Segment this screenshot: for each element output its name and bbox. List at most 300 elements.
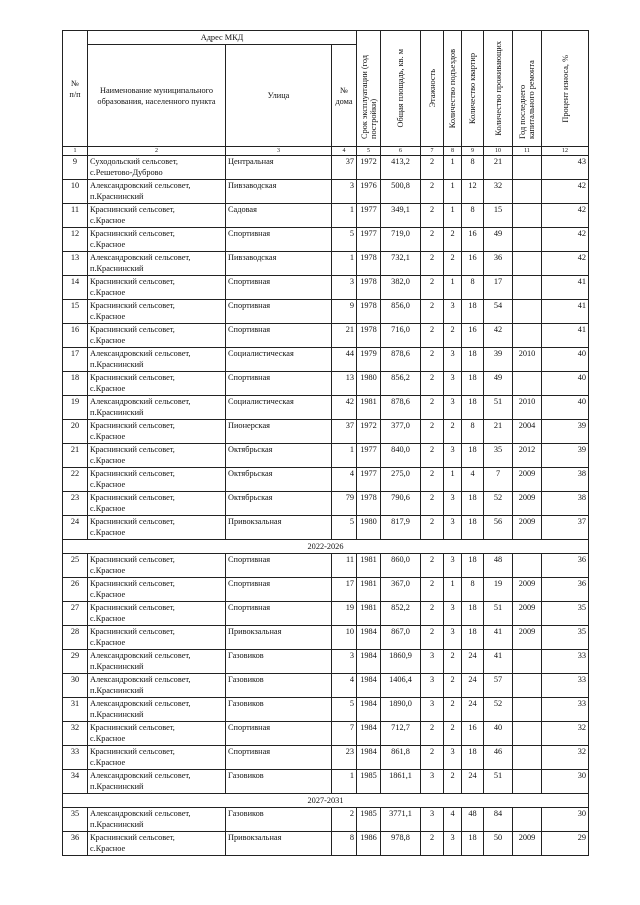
table-cell: 32 [63,722,88,746]
table-cell: 1 [332,204,357,228]
table-cell: 712,7 [381,722,421,746]
table-cell: Александровский сельсовет, п.Краснинский [88,348,226,372]
table-cell: 16 [462,722,484,746]
table-cell: 1980 [357,516,381,540]
column-number: 6 [381,147,421,156]
table-cell: Октябрьская [226,468,332,492]
table-cell: 2 [421,746,444,770]
table-cell: 1985 [357,808,381,832]
table-cell: 16 [462,228,484,252]
table-cell: 18 [462,372,484,396]
table-row [63,722,589,746]
table-cell: 732,1 [381,252,421,276]
table-cell [513,650,542,674]
table-cell: Краснинский сельсовет, с.Красное [88,602,226,626]
table-cell: 42 [542,180,589,204]
table-cell: 1979 [357,348,381,372]
table-cell: 1406,4 [381,674,421,698]
table-cell: 275,0 [381,468,421,492]
table-cell: 41 [484,626,513,650]
table-row [63,228,589,252]
header-municipality: Наименование муниципального образования, населенного пункта [88,45,226,147]
table-cell: 1860,9 [381,650,421,674]
table-row [63,602,589,626]
header-house-number: № дома [332,45,357,147]
table-cell: 1 [444,578,462,602]
table-cell: Краснинский сельсовет, с.Красное [88,300,226,324]
table-cell: 867,0 [381,626,421,650]
table-cell: 3 [444,832,462,856]
table-cell: 48 [462,808,484,832]
column-number: 3 [226,147,332,156]
table-cell: 2 [444,722,462,746]
table-cell: 52 [484,492,513,516]
table-cell [513,204,542,228]
table-cell: 42 [332,396,357,420]
table-cell: 38 [542,468,589,492]
table-cell: 3 [444,348,462,372]
table-cell: 790,6 [381,492,421,516]
table-cell: 44 [332,348,357,372]
table-row [63,650,589,674]
table-cell: 500,8 [381,180,421,204]
table-cell [513,180,542,204]
column-number: 10 [484,147,513,156]
table-cell: Спортивная [226,602,332,626]
header-address-group: Адрес МКД [88,31,357,45]
table-cell: 42 [484,324,513,348]
table-cell: 42 [542,204,589,228]
table-cell: Центральная [226,156,332,180]
table-cell: 3 [444,372,462,396]
table-cell: Александровский сельсовет, п.Краснинский [88,674,226,698]
table-cell: 16 [462,252,484,276]
table-cell: 1978 [357,252,381,276]
table-cell: 852,2 [381,602,421,626]
table-cell: 1984 [357,722,381,746]
table-cell: 27 [63,602,88,626]
table-cell: 2 [421,516,444,540]
table-cell [513,228,542,252]
table-cell: 9 [63,156,88,180]
table-cell: Пионерская [226,420,332,444]
column-numbers-row [63,147,589,156]
table-cell: 3 [444,626,462,650]
table-cell: 4 [332,674,357,698]
table-cell: 21 [63,444,88,468]
table-cell: 1984 [357,746,381,770]
table-cell: 54 [484,300,513,324]
table-cell: 377,0 [381,420,421,444]
table-cell: 50 [484,832,513,856]
table-cell: 42 [542,252,589,276]
table-cell: Александровский сельсовет, п.Краснинский [88,180,226,204]
table-cell [513,674,542,698]
table-cell: 10 [63,180,88,204]
table-cell: Александровский сельсовет, п.Краснинский [88,808,226,832]
table-cell: 21 [332,324,357,348]
table-cell: 16 [63,324,88,348]
table-cell: 2 [421,722,444,746]
table-cell: Спортивная [226,276,332,300]
table-row [63,832,589,856]
table-cell: 17 [332,578,357,602]
table-cell: Привокзальная [226,832,332,856]
table-cell: Спортивная [226,578,332,602]
table-cell: 12 [63,228,88,252]
table-cell: 2004 [513,420,542,444]
table-cell: 1978 [357,324,381,348]
table-cell: Александровский сельсовет, п.Краснинский [88,396,226,420]
table-cell: 1977 [357,204,381,228]
table-cell: 1981 [357,602,381,626]
header-entrances: Количество подъездов [444,31,462,147]
period-section-row [63,540,589,554]
table-row [63,396,589,420]
table-row [63,746,589,770]
table-row [63,300,589,324]
table-row [63,698,589,722]
table-cell: 1890,0 [381,698,421,722]
table-cell: 29 [542,832,589,856]
table-cell: Привокзальная [226,516,332,540]
table-row [63,770,589,794]
table-cell: 1972 [357,420,381,444]
table-cell: Социалистическая [226,348,332,372]
table-cell: Спортивная [226,300,332,324]
table-cell [513,300,542,324]
table-cell: 2 [421,626,444,650]
table-cell: 3 [421,808,444,832]
table-cell: 716,0 [381,324,421,348]
period-label: 2027-2031 [63,794,589,808]
table-cell: 3 [444,554,462,578]
table-cell: 2 [444,650,462,674]
table-cell: 16 [462,324,484,348]
housing-stock-table [62,30,589,856]
table-cell: 1978 [357,492,381,516]
table-cell: 2 [421,180,444,204]
table-cell: Краснинский сельсовет, с.Красное [88,276,226,300]
table-cell: 9 [332,300,357,324]
table-cell: 32 [542,722,589,746]
table-row [63,204,589,228]
table-cell: 29 [63,650,88,674]
table-cell: 32 [542,746,589,770]
table-cell: 2 [421,578,444,602]
table-cell: 23 [63,492,88,516]
table-cell: 51 [484,396,513,420]
table-cell: 15 [63,300,88,324]
table-cell [513,698,542,722]
table-cell: Краснинский сельсовет, с.Красное [88,722,226,746]
table-cell: 2009 [513,602,542,626]
table-cell: 19 [63,396,88,420]
table-cell: 22 [63,468,88,492]
table-cell: Газовиков [226,770,332,794]
table-cell: Краснинский сельсовет, с.Красное [88,228,226,252]
table-cell: 4 [462,468,484,492]
table-row [63,626,589,650]
table-cell: 1 [444,468,462,492]
table-cell: 856,2 [381,372,421,396]
table-cell: 30 [542,770,589,794]
table-cell: 1984 [357,698,381,722]
table-cell: 1981 [357,554,381,578]
table-cell: 2 [444,252,462,276]
table-cell: 24 [63,516,88,540]
table-cell: 3 [332,180,357,204]
table-cell: 1981 [357,396,381,420]
table-cell: Краснинский сельсовет, с.Красное [88,468,226,492]
table-cell: 2 [421,602,444,626]
table-cell [513,156,542,180]
table-cell: 719,0 [381,228,421,252]
table-cell: 861,8 [381,746,421,770]
table-cell: 382,0 [381,276,421,300]
table-cell [513,554,542,578]
table-cell: 19 [484,578,513,602]
table-cell: 2 [421,324,444,348]
table-cell: 1 [332,444,357,468]
table-cell: 52 [484,698,513,722]
table-cell: 41 [542,324,589,348]
table-cell: 2 [421,156,444,180]
table-cell: 46 [484,746,513,770]
table-cell: 3 [444,602,462,626]
table-cell: 1 [332,252,357,276]
table-cell: 2 [444,324,462,348]
table-cell: 30 [542,808,589,832]
table-cell: Александровский сельсовет, п.Краснинский [88,770,226,794]
table-row [63,578,589,602]
column-number: 5 [357,147,381,156]
table-cell: Александровский сельсовет, п.Краснинский [88,650,226,674]
table-cell: Суходольский сельсовет, с.Решетово-Дуброво [88,156,226,180]
table-cell: 35 [542,602,589,626]
table-cell: 34 [63,770,88,794]
table-cell: 1978 [357,276,381,300]
table-cell: 17 [484,276,513,300]
table-cell: 5 [332,228,357,252]
table-cell: Пивзаводская [226,252,332,276]
table-cell: 21 [484,420,513,444]
table-cell: 1978 [357,300,381,324]
table-row [63,444,589,468]
table-cell: 43 [542,156,589,180]
table-cell: 3771,1 [381,808,421,832]
table-cell: 56 [484,516,513,540]
table-row [63,252,589,276]
table-cell: 25 [63,554,88,578]
table-cell: 3 [332,276,357,300]
table-cell: 3 [444,492,462,516]
table-cell: 2009 [513,578,542,602]
table-cell: Пивзаводская [226,180,332,204]
table-cell [513,808,542,832]
table-row [63,492,589,516]
table-cell: 12 [462,180,484,204]
table-cell: 2009 [513,516,542,540]
table-cell: 18 [462,396,484,420]
table-row [63,372,589,396]
table-cell: 41 [542,300,589,324]
table-cell: 4 [332,468,357,492]
table-cell: 31 [63,698,88,722]
column-number: 12 [542,147,589,156]
table-cell: 39 [542,444,589,468]
table-cell: 1984 [357,674,381,698]
table-cell: 3 [421,770,444,794]
table-row [63,156,589,180]
table-cell: 2 [444,228,462,252]
table-cell: 3 [444,516,462,540]
table-cell: 26 [63,578,88,602]
table-cell: 41 [542,276,589,300]
table-cell: Спортивная [226,228,332,252]
table-cell: 57 [484,674,513,698]
table-cell: 5 [332,698,357,722]
table-cell: 30 [63,674,88,698]
table-cell: Александровский сельсовет, п.Краснинский [88,252,226,276]
table-cell: 33 [542,698,589,722]
table-cell: Газовиков [226,808,332,832]
table-cell: 4 [444,808,462,832]
table-cell: 33 [542,650,589,674]
table-cell: 42 [542,228,589,252]
table-cell: 1 [444,156,462,180]
table-cell: 1984 [357,626,381,650]
table-cell: 817,9 [381,516,421,540]
table-cell: Краснинский сельсовет, с.Красное [88,324,226,348]
table-cell: 18 [462,746,484,770]
table-cell: 38 [542,492,589,516]
table-cell: 37 [542,516,589,540]
table-cell: 8 [462,420,484,444]
table-cell: Краснинский сельсовет, с.Красное [88,372,226,396]
table-cell: 7 [332,722,357,746]
table-cell [513,770,542,794]
table-cell [513,276,542,300]
table-cell: 7 [484,468,513,492]
table-cell: 1 [444,276,462,300]
table-cell: Спортивная [226,746,332,770]
table-cell: 8 [462,204,484,228]
table-cell: 1977 [357,228,381,252]
table-cell: 20 [63,420,88,444]
table-cell: 51 [484,770,513,794]
table-cell: 41 [484,650,513,674]
table-cell: 8 [332,832,357,856]
table-cell [513,722,542,746]
table-cell: Краснинский сельсовет, с.Красное [88,444,226,468]
table-cell: 19 [332,602,357,626]
table-cell: 2010 [513,396,542,420]
table-cell: 35 [63,808,88,832]
table-cell: 2 [421,832,444,856]
table-cell: 1861,1 [381,770,421,794]
period-label: 2022-2026 [63,540,589,554]
table-cell: 40 [542,396,589,420]
table-cell: 1986 [357,832,381,856]
table-cell: 18 [462,554,484,578]
table-cell: Александровский сельсовет, п.Краснинский [88,698,226,722]
table-cell [513,324,542,348]
table-cell: Спортивная [226,324,332,348]
table-cell: Спортивная [226,722,332,746]
table-row [63,468,589,492]
table-cell: 856,0 [381,300,421,324]
table-cell: 14 [63,276,88,300]
table-row [63,516,589,540]
table-cell: Краснинский сельсовет, с.Красное [88,420,226,444]
table-cell: 2 [421,252,444,276]
table-cell: Октябрьская [226,444,332,468]
table-cell: Садовая [226,204,332,228]
table-cell: 24 [462,770,484,794]
table-cell: 1985 [357,770,381,794]
table-row [63,276,589,300]
table-cell: 33 [63,746,88,770]
table-cell: 3 [421,698,444,722]
table-body [63,156,589,856]
table-cell: 2 [332,808,357,832]
table-cell: 860,0 [381,554,421,578]
table-cell: Спортивная [226,372,332,396]
table-cell: 18 [462,444,484,468]
table-cell: 367,0 [381,578,421,602]
table-row [63,348,589,372]
table-cell: 3 [444,300,462,324]
table-cell: 2 [421,420,444,444]
table-cell: 2 [444,770,462,794]
table-cell: 2 [444,420,462,444]
table-cell: 36 [542,578,589,602]
table-cell: 39 [484,348,513,372]
table-cell: Краснинский сельсовет, с.Красное [88,832,226,856]
table-cell: 11 [332,554,357,578]
table-cell: 48 [484,554,513,578]
table-cell: 878,6 [381,348,421,372]
table-cell: Привокзальная [226,626,332,650]
table-cell: 2009 [513,832,542,856]
table-cell: 18 [462,832,484,856]
column-number: 2 [88,147,226,156]
table-cell: 18 [462,348,484,372]
table-cell: Октябрьская [226,492,332,516]
table-row [63,808,589,832]
table-cell: 40 [542,348,589,372]
table-cell: 18 [462,602,484,626]
header-residents: Количество проживающих [484,31,513,147]
table-cell: 3 [332,650,357,674]
table-cell: 24 [462,674,484,698]
table-cell: 3 [421,674,444,698]
table-cell: Краснинский сельсовет, с.Красное [88,746,226,770]
table-cell: Краснинский сельсовет, с.Красное [88,204,226,228]
header-total-area: Общая площадь, кв. м [381,31,421,147]
table-cell: 1 [444,204,462,228]
period-section-row [63,794,589,808]
table-cell: 21 [484,156,513,180]
table-cell: Краснинский сельсовет, с.Красное [88,492,226,516]
table-cell: 49 [484,228,513,252]
table-cell: 24 [462,650,484,674]
table-cell: 23 [332,746,357,770]
table-cell: 18 [63,372,88,396]
table-cell: 79 [332,492,357,516]
table-cell: 18 [462,516,484,540]
